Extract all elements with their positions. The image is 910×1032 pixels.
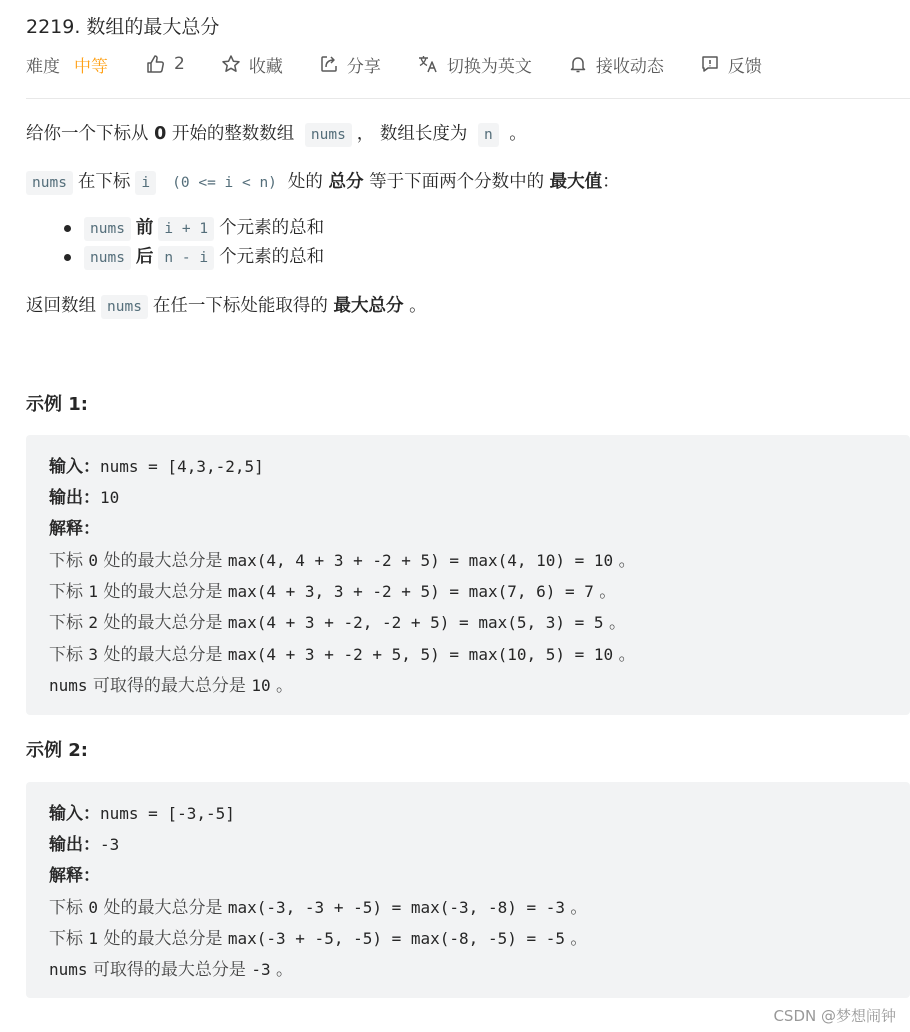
formula: max(-3, -3 + -5) = max(-3, -8) = -3 [227,897,566,917]
formula: max(4, 4 + 3 + -2 + 5) = max(4, 10) = 10 [227,550,614,570]
formula: max(4 + 3, 3 + -2 + 5) = max(7, 6) = 7 [227,582,594,602]
bold-text: 最大总分 [333,296,404,316]
text: 处的最大总分是 [98,613,228,634]
inline-code: nums [84,246,131,270]
difficulty-badge: 中等 [74,56,108,77]
example-1-box [26,435,910,715]
example-input-line [49,798,587,829]
example-explain-label-line [49,861,587,892]
translate-label: 切换为英文 [446,56,532,77]
text: 下标 [49,550,89,571]
bell-icon [568,54,588,74]
text: 。 [270,676,294,697]
text: 下标 [49,582,89,603]
array-name: nums [49,960,88,980]
subscribe-button[interactable] [568,52,664,77]
text: 等于下面两个分数中的 [369,172,545,192]
index-value: 1 [88,582,99,602]
text: 。 [503,124,527,144]
index-value: 0 [88,897,99,917]
text: 处的最大总分是 [98,897,228,918]
favorite-label: 收藏 [248,56,283,77]
index-value: 3 [88,644,99,664]
text: 处的最大总分是 [98,582,228,603]
result-value: 10 [251,676,271,696]
text: 处的最大总分是 [98,550,228,571]
bullet-dot [64,225,71,232]
output-value: 10 [100,488,120,508]
input-label: 输入： [49,457,100,477]
explain-label: 解释： [49,518,100,539]
bold-text: 总分 [328,172,364,192]
text: 个元素的总和 [219,218,325,238]
input-value: nums = [4,3,-2,5] [100,457,264,476]
feedback-icon [700,54,720,74]
share-label: 分享 [346,56,381,77]
text: 下标 [49,644,89,665]
text: 处的最大总分是 [98,644,228,665]
example-2-title: 示例 2: [26,740,88,761]
text: 可取得的最大总分是 [87,676,252,697]
like-count: 2 [174,54,185,74]
explain-line [49,545,636,576]
difficulty-label: 难度 [26,56,60,77]
output-value: -3 [100,835,120,855]
explain-line [49,639,636,670]
explain-label: 解释： [49,865,100,886]
formula: max(4 + 3 + -2 + 5, 5) = max(10, 5) = 10 [227,644,614,664]
feedback-button[interactable] [700,52,762,77]
example-2-box [26,782,910,998]
text: 在任一下标处能取得的 [152,296,328,316]
subscribe-label: 接收动态 [595,56,664,77]
text: 返回数组 [26,296,96,316]
example-output-line [49,829,587,860]
text: 处的最大总分是 [98,929,228,950]
translate-icon [417,54,439,74]
description-paragraph-1 [26,120,527,147]
index-value: 0 [88,550,99,570]
final-line [49,954,587,985]
bullet-list [64,214,324,272]
text: 下标 [49,929,89,950]
explain-line [49,892,587,923]
text: 可取得的最大总分是 [87,960,252,981]
array-name: nums [49,676,88,696]
bullet-dot [64,254,71,261]
text: 下标 [49,613,89,634]
output-label: 输出： [49,488,100,509]
inline-code: i [135,171,156,195]
favorite-button[interactable] [221,52,283,77]
inline-code: i + 1 [158,217,214,241]
list-item [64,214,324,243]
bold-text: 0 [154,124,167,144]
list-item [64,243,324,272]
share-button[interactable] [319,52,381,77]
text: 。 [270,960,294,981]
problem-title: 2219. 数组的最大总分 [26,16,220,38]
text: 处的 [287,172,323,192]
like-button[interactable] [146,54,185,74]
star-icon [221,54,241,74]
explain-line [49,576,636,607]
share-icon [319,54,339,74]
header-divider [26,98,910,99]
explain-line [49,923,587,954]
description-paragraph-3 [26,292,427,319]
input-value: nums = [-3,-5] [100,804,235,823]
index-value: 1 [88,929,99,949]
explain-line [49,607,636,638]
output-label: 输出： [49,835,100,856]
example-explain-label-line [49,514,636,545]
formula: max(4 + 3 + -2, -2 + 5) = max(5, 3) = 5 [227,613,604,633]
input-label: 输入： [49,804,100,824]
formula: max(-3 + -5, -5) = max(-8, -5) = -5 [227,929,566,949]
example-1-title: 示例 1: [26,394,88,415]
inline-code: n - i [158,246,214,270]
watermark: CSDN @梦想闹钟 [773,1007,896,1025]
text: 给你一个下标从 [26,124,155,144]
text: 。 [565,897,588,918]
translate-button[interactable] [417,52,532,77]
text: 个元素的总和 [219,247,325,267]
text: 下标 [49,897,89,918]
index-value: 2 [88,613,99,633]
text: 。 [593,582,617,603]
inline-code: nums [101,295,148,319]
text: 。 [409,296,427,316]
text: 。 [565,929,588,950]
text: 。 [613,550,636,571]
inline-code: (0 <= i < n) [172,175,277,191]
example-output-line [49,482,636,513]
inline-code: n [478,123,499,147]
problem-toolbar [26,52,798,76]
inline-code: nums [305,123,352,147]
text: ： [602,172,620,192]
text: 。 [613,644,636,665]
bold-text: 后 [135,247,154,267]
description-paragraph-2 [26,168,620,195]
text: 开始的整数数组 [166,124,300,144]
bold-text: 前 [135,218,154,238]
thumbs-up-icon [146,54,166,74]
inline-code: nums [84,217,131,241]
inline-code: nums [26,171,73,195]
text: ， 数组长度为 [356,124,473,144]
result-value: -3 [251,960,271,980]
text: 。 [603,613,626,634]
example-input-line [49,451,636,482]
text: 在下标 [77,172,131,192]
bold-text: 最大值 [549,172,603,192]
feedback-label: 反馈 [727,56,762,77]
final-line [49,670,636,701]
